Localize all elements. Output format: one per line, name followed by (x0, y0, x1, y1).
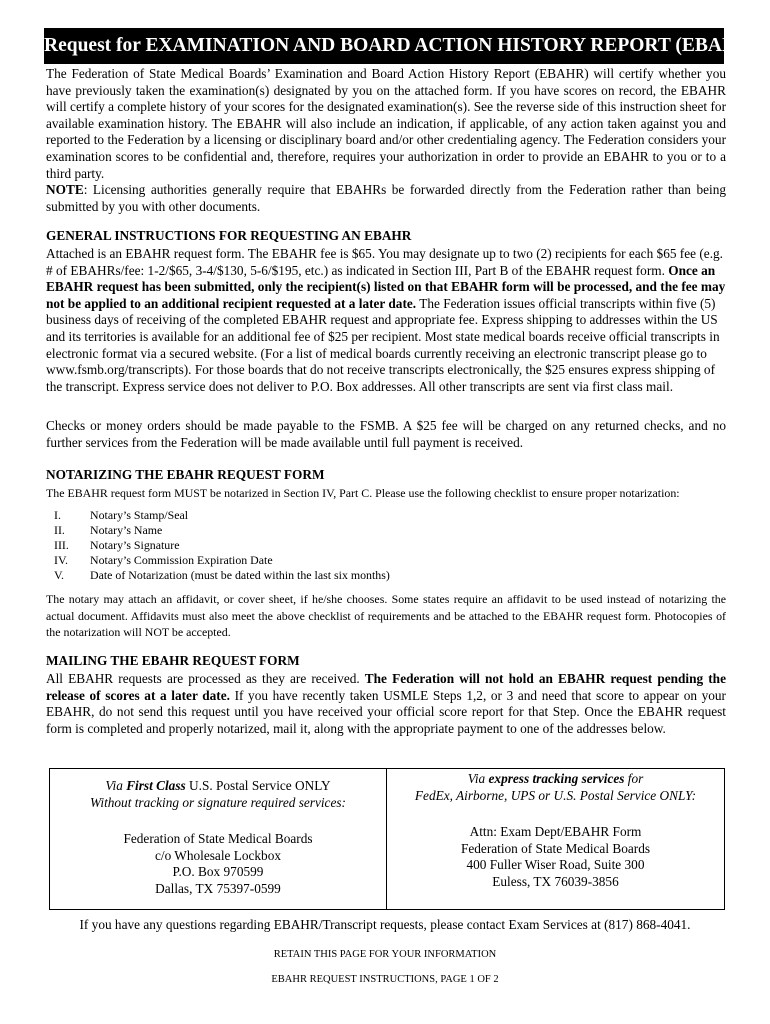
first-class-line2 (50, 795, 386, 812)
checklist-item (46, 508, 726, 523)
checklist-item (46, 568, 726, 583)
checklist-item (46, 553, 726, 568)
page-footer: EBAHR REQUEST INSTRUCTIONS, PAGE 1 OF 2 (271, 974, 499, 985)
mailing-text (46, 671, 726, 737)
contact-text: If you have any questions regarding EBAHR/Transcript requests, please contact Exam Services at (817) 868-4041. (79, 917, 691, 932)
address-line: Dallas, TX 75397-0599 (155, 880, 281, 896)
general-bold-warning: Once an EBAHR request has been submitted, only the recipient(s) listed on that EBAHR form will be processed, and the fee may not be applied to an additional recipient requested at a later date. (46, 262, 726, 311)
intro-note (46, 182, 726, 215)
checklist-number: I. (54, 508, 61, 522)
address-box (49, 768, 725, 910)
address-line: Federation of State Medical Boards (123, 831, 313, 847)
express-line1 (387, 771, 724, 788)
address-line: 400 Fuller Wiser Road, Suite 300 (466, 857, 645, 873)
express-address (387, 769, 724, 909)
via-label: Via (467, 771, 489, 786)
checks-paragraph: Checks or money orders should be made payable to the FSMB. A $25 fee will be charged on any returned checks, and no further services from the Federation will be made available until full payment is received. (46, 418, 726, 450)
address-line: P.O. Box 970599 (172, 864, 264, 880)
checklist-number: II. (54, 523, 65, 537)
first-class-line1 (50, 778, 386, 795)
method-rest: for (624, 771, 644, 786)
checklist-item (46, 538, 726, 553)
notary-checklist (46, 508, 726, 583)
general-text-1: Attached is an EBAHR request form. The EBAHR fee is $65. You may designate up to two (2) recipients for each $65 fee (e.g. # of EBAHRs/fee: 1-2/$65, 3-4/$130, 5-6/$195, etc.) as indicated in Section III, Part B of the EBAHR request form. (46, 246, 723, 278)
via-label: Via (105, 778, 127, 793)
method-label: express tracking services (488, 771, 625, 786)
method-note: FedEx, Airborne, UPS or U.S. Postal Service ONLY: (414, 787, 697, 803)
general-instructions-text (46, 246, 726, 395)
mailing-bold-warning: The Federation will not hold an EBAHR request pending the release of scores at a later date. (46, 671, 726, 703)
mailing-heading: MAILING THE EBAHR REQUEST FORM (46, 653, 300, 668)
method-rest: U.S. Postal Service ONLY (185, 778, 331, 793)
checklist-number: V. (54, 568, 65, 582)
address-line: Euless, TX 76039-3856 (492, 873, 619, 889)
intro-section (46, 66, 726, 215)
checklist-text: Notary’s Stamp/Seal (90, 508, 189, 522)
mailing-text-1: All EBAHR requests are processed as they are received. (46, 671, 365, 686)
notarizing-heading: NOTARIZING THE EBAHR REQUEST FORM (46, 467, 325, 482)
address-line: Attn: Exam Dept/EBAHR Form (469, 824, 642, 840)
express-line2 (387, 788, 724, 805)
method-note: Without tracking or signature required services: (90, 794, 346, 810)
note-label: NOTE (46, 182, 84, 198)
general-instructions-heading: GENERAL INSTRUCTIONS FOR REQUESTING AN EBAHR (46, 228, 412, 243)
checklist-text: Notary’s Commission Expiration Date (90, 553, 273, 567)
mailing-text-2: If you have recently taken USMLE Steps 1,2, or 3 and need that score to appear on your EBAHR, do not send this request until you have received your official score report for that Step. Once the EBAHR request form is completed and properly notarized, mail it, along with the appropriate payment to one of the addresses below. (46, 687, 726, 736)
checklist-text: Notary’s Signature (90, 538, 180, 552)
address-line: c/o Wholesale Lockbox (154, 847, 282, 863)
intro-paragraph: The Federation of State Medical Boards’ Examination and Board Action History Report (EBAHR) will certify whether you have previously taken the examination(s) designated by you on the attached form. If you have scores on record, the EBAHR will certify a complete history of your scores for the designated examination(s). See the reverse side of this instruction sheet for available examination history. The EBAHR will also include an indication, if applicable, of any action taken against you and reported to the Federation by a licensing or disciplinary board and/or other credentialing agency. The Federation considers your examination scores to be confidential and, therefore, requires your authorization in order to provide an EBAHR to you or to a third party. (46, 66, 726, 181)
page-title: Request for EXAMINATION AND BOARD ACTION HISTORY REPORT (EBAHR) (44, 28, 724, 64)
checklist-text: Date of Notarization (must be dated within the last six months) (90, 568, 390, 582)
retain-notice: RETAIN THIS PAGE FOR YOUR INFORMATION (273, 949, 497, 960)
note-text: : Licensing authorities generally require that EBAHRs be forwarded directly from the Federation rather than being submitted by you with other documents. (46, 182, 726, 214)
address-line: Federation of State Medical Boards (460, 840, 651, 856)
first-class-address (50, 769, 387, 909)
checklist-item (46, 523, 726, 538)
notarizing-affidavit-text: The notary may attach an affidavit, or cover sheet, if he/she chooses. Some states require an affidavit to be used instead of notarizing the actual document. Affidavits must also meet the above checklist of requirements and be attached to the EBAHR request form. Photocopies of the notarization will NOT be accepted. (46, 592, 726, 639)
checklist-number: III. (54, 538, 69, 552)
method-label: First Class (126, 778, 186, 793)
checklist-text: Notary’s Name (90, 523, 163, 537)
notarizing-text: The EBAHR request form MUST be notarized in Section IV, Part C. Please use the following checklist to ensure proper notarization: (46, 486, 680, 500)
general-text-2: The Federation issues official transcripts within five (5) business days of receiving of the completed EBAHR request and appropriate fee. Express shipping to addresses within the US and its territories is available for an additional fee of $25 per recipient. Most state medical boards receive official transcripts in electronic format via a secured website. (For a list of medical boards currently receiving an electronic transcript please go to www.fsmb.org/transcripts). For those boards that do not receive transcripts electronically, the $25 ensures express shipping of the transcript. Express service does not deliver to P.O. Box addresses. All other transcripts are sent via first class mail. (46, 295, 720, 394)
checklist-number: IV. (54, 553, 68, 567)
